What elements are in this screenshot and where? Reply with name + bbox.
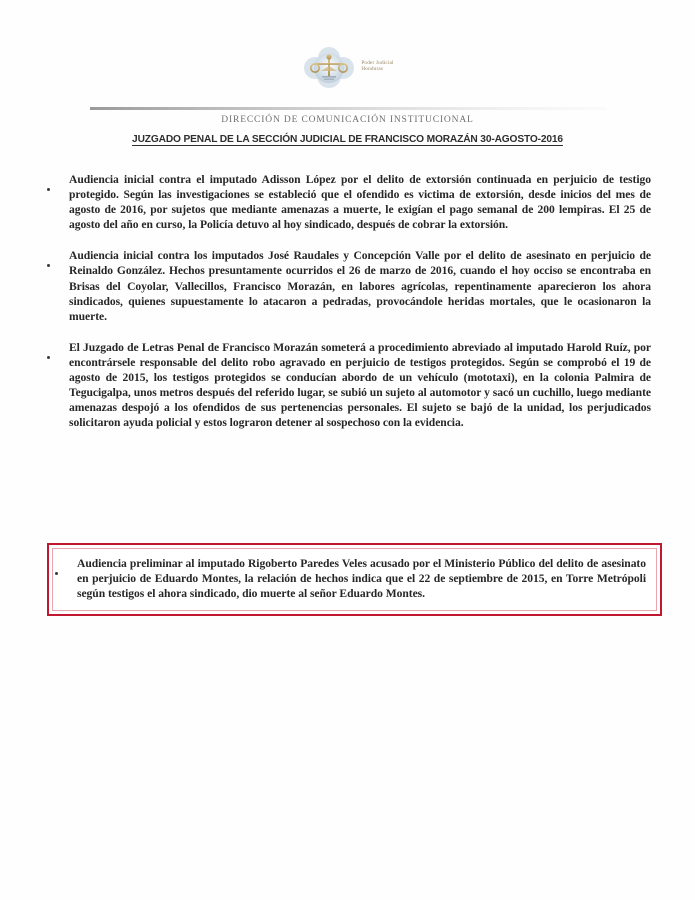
bullet-dot-icon [47,340,69,364]
bullet-dot-icon [47,172,69,196]
bullet-text-rigoberto-paredes: Audiencia preliminar al imputado Rigoberto Paredes Veles acusado por el Ministerio Público del delito de asesinato en perjuicio de Eduardo Montes, la relación de hechos indica que el 22 de septiembre de 2015, en Torre Metrópoli según testigos el ahora sindicado, dio muerte al señor Eduardo Montes. [77,557,646,601]
bullet-text-raudales-valle: Audiencia inicial contra los imputados José Raudales y Concepción Valle por el delito de asesinato en perjuicio de Reinaldo González. Hechos presuntamente ocurridos el 26 de marzo de 2016, cuando el hoy occiso se encontraba en Brisas del Coyolar, Vallecillos, Francisco Morazán, en labores agrícolas, repentinamente aparecieron los ahora sindicados, quienes supuestamente lo atacaron a pedradas, provocándole heridas mortales, que le ocasionaron la muerte. [69,249,651,323]
logo-line-2: Honduras [361,65,384,73]
department-line: DIRECCIÓN DE COMUNICACIÓN INSTITUCIONAL [221,115,474,125]
logo-line-1: Poder Judicial [361,59,394,67]
highlighted-bullet-box [47,543,662,616]
logo-wordmark [361,61,393,75]
document-header [0,0,695,145]
poder-judicial-honduras-seal-icon [301,42,357,94]
list-item [47,172,651,232]
list-item [47,340,651,431]
highlighted-bullet-inner-border [52,548,657,611]
bullet-text-harold-ruiz: El Juzgado de Letras Penal de Francisco Morazán someterá a procedimiento abreviado al imputado Harold Ruíz, por encontrársele responsable del delito robo agravado en perjuicio de testigos protegidos. Según se comprobó el 19 de agosto de 2015, los testigos protegidos se conducían abordo de un vehículo (mototaxi), en la colonia Palmira de Tegucigalpa, unos metros después del referido lugar, se subió un sujeto al automotor y sacó un cuchillo, luego mediante amenazas despojó a los ofendidos de sus pertenencias personales. El sujeto se bajó de la unidad, los perjudicados solicitaron ayuda policial y estos lograron detener al sospechoso con la evidencia. [69,340,651,430]
document-title: JUZGADO PENAL DE LA SECCIÓN JUDICIAL DE FRANCISCO MORAZÁN 30-AGOSTO-2016 [132,134,563,145]
bullet-dot-icon [55,556,77,580]
header-divider-rule [90,107,606,110]
list-item [47,248,651,323]
list-item [55,556,646,601]
institution-logo [301,42,393,94]
bullet-text-adisson-lopez: Audiencia inicial contra el imputado Adisson López por el delito de extorsión continuada en perjuicio de testigo protegido. Según las investigaciones se estableció que el ofendido es victima de extorsión, desde inicios del mes de agosto de 2016, por sujetos que mediante amenazas a muerte, le exigían el pago semanal de 200 lempiras. El 25 de agosto del año en curso, la Policía detuvo al hoy sindicado, después de cobrar la extorsión. [69,173,651,232]
bullet-list [47,172,651,430]
bullet-dot-icon [47,248,69,272]
